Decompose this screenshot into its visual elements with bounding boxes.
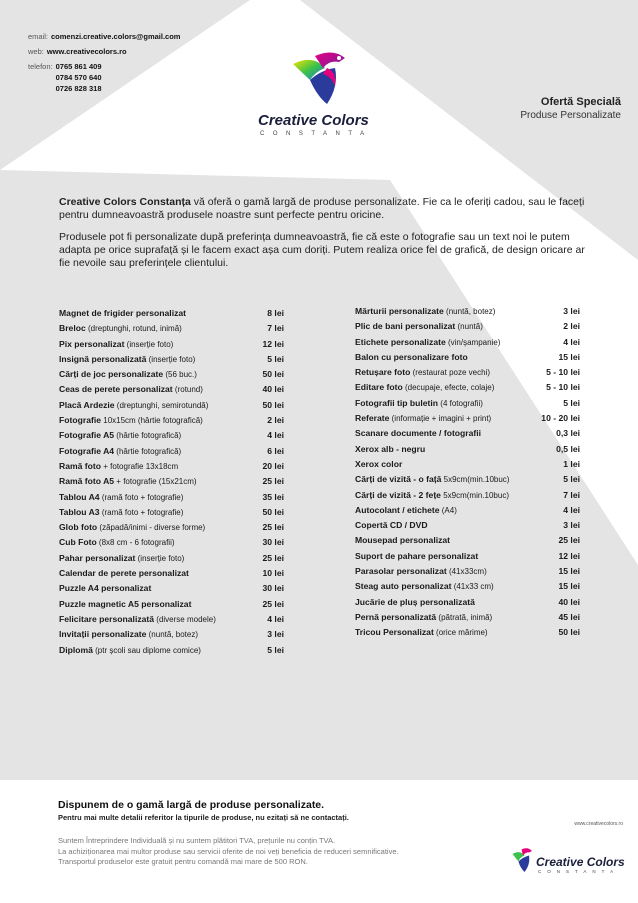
price-item [59, 415, 284, 430]
product-price: 10 - 20 lei [541, 413, 580, 424]
price-item [59, 339, 284, 354]
product-title: Fotografie A5 [59, 430, 115, 441]
product-price: 50 lei [262, 369, 284, 380]
product-detail: (ramă foto + fotografie) [99, 507, 184, 517]
product-price: 35 lei [262, 491, 284, 502]
product-title: Balon cu personalizare foto [355, 351, 468, 362]
product-title: Cărți de vizită - o față [355, 474, 442, 485]
price-item [59, 629, 284, 644]
footer-web-link[interactable]: www.creativecolors.ro [574, 821, 623, 827]
product-detail: (rotund) [172, 385, 203, 395]
product-detail: (dreptunghi, rotund, inimă) [85, 324, 182, 334]
product-price: 4 lei [267, 430, 284, 441]
price-item [355, 474, 580, 489]
product-name [355, 444, 556, 454]
product-detail: (pătrată, inimă) [436, 612, 493, 622]
product-detail: (hârtie fotografică) [114, 446, 182, 456]
product-title: Steag auto personalizat [355, 581, 452, 592]
product-price: 15 lei [558, 566, 580, 577]
product-title: Pernă personalizată [355, 611, 437, 622]
product-title: Pahar personalizat [59, 552, 136, 563]
price-item [355, 337, 580, 352]
product-title: Puzzle A4 personalizat [59, 583, 152, 594]
product-name [355, 535, 558, 545]
footer-note: Suntem Întreprindere Individuală și nu suntem plătitori TVA, prețurile nu conțin TVA. [58, 836, 336, 845]
product-name [59, 522, 262, 532]
phone-number[interactable]: 0765 861 409 [55, 62, 102, 71]
product-title: Parasolar personalizat [355, 566, 447, 577]
footer-note: La achiziționarea mai multor produse sau servicii oferite de noi veți beneficia de reduceri semnificative. [58, 846, 399, 856]
product-name [59, 461, 262, 471]
product-price: 2 lei [563, 321, 580, 332]
product-name [355, 597, 558, 607]
product-title: Fotografii tip buletin [355, 397, 439, 408]
price-item [355, 413, 580, 428]
product-title: Puzzle magnetic A5 personalizat [59, 598, 192, 609]
product-detail: 5x9cm(min.10buc) [440, 490, 509, 500]
price-item [355, 505, 580, 520]
product-name [59, 553, 262, 563]
phone-number[interactable]: 0726 828 318 [55, 84, 102, 93]
product-detail: (nuntă) [455, 322, 483, 332]
product-price: 7 lei [267, 323, 284, 334]
bird-logo-icon [508, 845, 538, 875]
product-price: 25 lei [262, 598, 284, 609]
product-name [59, 583, 262, 593]
price-item [59, 599, 284, 614]
product-price: 3 lei [563, 306, 580, 316]
intro-text [59, 196, 589, 279]
price-item [355, 581, 580, 596]
price-item [59, 308, 284, 323]
product-price: 5 lei [563, 397, 580, 408]
price-list-right [355, 306, 580, 643]
product-detail: (restaurat poze vechi) [410, 368, 490, 378]
product-name [355, 428, 556, 438]
product-detail: (diverse modele) [154, 614, 216, 624]
product-title: Felicitare personalizată [59, 613, 155, 624]
product-name [355, 566, 558, 576]
product-detail: (nuntă, botez) [443, 307, 496, 316]
product-title: Xerox color [355, 458, 403, 469]
offer-heading [520, 96, 621, 121]
product-detail: (dreptunghi, semirotundă) [114, 400, 209, 410]
product-price: 5 lei [267, 644, 284, 655]
product-name [355, 413, 541, 423]
product-price: 25 lei [558, 535, 580, 546]
price-item [59, 537, 284, 552]
product-price: 30 lei [262, 583, 284, 594]
product-price: 3 lei [267, 629, 284, 640]
product-name [355, 551, 558, 561]
product-detail: (56 buc.) [163, 370, 197, 380]
offer-subtitle: Produse Personalizate [520, 110, 621, 121]
product-price: 50 lei [262, 506, 284, 517]
footer-brand-name: Creative Colors [536, 855, 625, 869]
product-detail: (inserție foto) [146, 354, 196, 364]
product-name [59, 614, 267, 624]
product-title: Mărturii personalizate [355, 306, 444, 316]
product-detail: (ramă foto + fotografie) [99, 492, 184, 502]
product-detail: (8x8 cm - 6 fotografii) [96, 538, 175, 548]
product-price: 25 lei [262, 522, 284, 533]
product-title: Editare foto [355, 382, 403, 393]
product-title: Plic de bani personalizat [355, 321, 456, 332]
product-name [355, 490, 563, 500]
product-title: Fotografie [59, 415, 102, 426]
product-price: 6 lei [267, 445, 284, 456]
price-item [355, 444, 580, 459]
product-detail: 10x15cm (hârtie fotografică) [101, 416, 203, 426]
intro-paragraph-1: vă oferă o gamă largă de produse personalizate. Fie ca le oferiți cadou, sau le faceți pentru dumneavoastră produsele noastre sunt perfecte pentru oricine. [59, 196, 585, 221]
product-detail: (4 fotografii) [438, 398, 483, 408]
footer-brand-city: CONSTANTA [538, 869, 620, 874]
product-detail: (A4) [439, 505, 457, 515]
product-price: 5 - 10 lei [546, 367, 580, 378]
product-name [59, 599, 262, 609]
price-item [355, 597, 580, 612]
footer-notes [58, 836, 508, 868]
product-price: 25 lei [262, 552, 284, 563]
product-name [355, 459, 563, 469]
product-detail: (41x33 cm) [451, 582, 494, 592]
product-name [59, 323, 267, 333]
product-name [59, 400, 262, 410]
product-title: Referate [355, 413, 390, 424]
product-name [355, 367, 546, 377]
price-item [355, 382, 580, 397]
price-item [59, 553, 284, 568]
product-name [59, 339, 262, 349]
product-detail: + fotografie (15x21cm) [114, 477, 197, 487]
product-detail: (hârtie fotografică) [114, 431, 182, 441]
price-item [355, 520, 580, 535]
contact-block [28, 31, 180, 94]
product-title: Tablou A3 [59, 506, 100, 517]
price-item [59, 354, 284, 369]
product-title: Etichete personalizate [355, 336, 446, 347]
price-item [59, 384, 284, 399]
product-name [59, 354, 267, 364]
price-item [59, 446, 284, 461]
intro-company: Creative Colors Constanța [59, 196, 191, 208]
footer-logo [508, 821, 625, 887]
product-name [355, 337, 563, 347]
product-title: Jucărie de pluș personalizată [355, 596, 475, 607]
product-title: Copertă CD / DVD [355, 520, 428, 531]
product-name [59, 507, 262, 517]
product-price: 7 lei [563, 489, 580, 500]
product-name [355, 627, 558, 637]
product-price: 12 lei [558, 550, 580, 561]
product-price: 25 lei [262, 476, 284, 487]
price-item [59, 583, 284, 598]
product-title: Insignă personalizată [59, 353, 147, 364]
product-price: 1 lei [563, 458, 580, 469]
product-title: Cub Foto [59, 537, 97, 548]
email-link[interactable]: comenzi.creative.colors@gmail.com [51, 32, 181, 41]
price-item [355, 306, 580, 321]
product-name [355, 306, 563, 316]
product-detail: (ptr școli sau diplome comice) [92, 645, 201, 655]
price-item [355, 627, 580, 642]
price-item [59, 614, 284, 629]
product-price: 12 lei [262, 338, 284, 349]
product-detail: (decupaje, efecte, colaje) [402, 383, 495, 393]
product-price: 45 lei [558, 611, 580, 622]
product-title: Cărți de joc personalizate [59, 369, 164, 380]
footer-heading: Dispunem de o gamă largă de produse personalizate. [58, 799, 325, 811]
product-name [355, 352, 558, 362]
product-title: Fotografie A4 [59, 445, 115, 456]
price-item [355, 321, 580, 336]
web-link[interactable]: www.creativecolors.ro [46, 47, 127, 56]
footer [58, 799, 508, 868]
product-title: Calendar de perete personalizat [59, 568, 189, 579]
price-item [59, 507, 284, 522]
product-title: Xerox alb - negru [355, 443, 426, 454]
price-item [59, 645, 284, 660]
product-price: 40 lei [558, 596, 580, 607]
footer-note: Transportul produselor este gratuit pentru comandă mai mare de 500 RON. [58, 857, 308, 866]
product-title: Cărți de vizită - 2 fețe [355, 489, 441, 500]
product-price: 15 lei [558, 581, 580, 592]
email-label: email: [28, 32, 49, 41]
web-label: web: [28, 47, 44, 56]
footer-subheading: Pentru mai multe detalii referitor la tipurile de produse, nu ezitați să ne contactați. [58, 813, 349, 822]
product-title: Ramă foto A5 [59, 476, 115, 487]
product-name [355, 581, 558, 591]
price-item [355, 459, 580, 474]
product-price: 4 lei [563, 336, 580, 347]
product-name [59, 629, 267, 639]
price-item [355, 566, 580, 581]
product-name [355, 474, 563, 484]
product-name [59, 415, 267, 425]
product-detail: + fotografie 13x18cm [101, 461, 179, 471]
price-item [59, 476, 284, 491]
product-name [59, 568, 262, 578]
price-item [59, 492, 284, 507]
product-name [355, 382, 546, 392]
product-title: Invitații personalizate [59, 629, 147, 640]
product-title: Placă Ardezie [59, 399, 115, 410]
product-name [59, 430, 267, 440]
product-detail: (orice mărime) [433, 628, 488, 638]
price-item [59, 522, 284, 537]
product-title: Magnet de frigider personalizat [59, 308, 187, 318]
product-name [59, 537, 262, 547]
product-price: 30 lei [262, 537, 284, 548]
product-detail: (nuntă, botez) [146, 630, 198, 640]
price-item [59, 400, 284, 415]
product-price: 5 lei [267, 353, 284, 364]
price-item [355, 352, 580, 367]
product-title: Ramă foto [59, 460, 102, 471]
product-price: 4 lei [267, 613, 284, 624]
price-item [59, 323, 284, 338]
product-price: 10 lei [262, 568, 284, 579]
product-name [59, 384, 262, 394]
product-price: 50 lei [262, 399, 284, 410]
product-name [355, 505, 563, 515]
product-detail: (inserție foto) [124, 339, 174, 349]
product-detail: (zăpadă/inimi - diverse forme) [97, 523, 206, 533]
product-name [59, 369, 262, 379]
product-name [355, 612, 558, 622]
product-name [59, 446, 267, 456]
price-item [355, 428, 580, 443]
product-name [355, 520, 563, 530]
product-price: 4 lei [563, 504, 580, 515]
price-list-left [59, 308, 284, 660]
product-title: Retușare foto [355, 367, 411, 378]
product-price: 15 lei [558, 351, 580, 362]
product-price: 5 lei [563, 474, 580, 485]
price-item [355, 398, 580, 413]
product-detail: (vin/șampanie) [445, 337, 501, 347]
product-name [59, 645, 267, 655]
product-price: 0,5 lei [556, 443, 580, 454]
product-price: 20 lei [262, 460, 284, 471]
product-title: Ceas de perete personalizat [59, 384, 173, 395]
product-title: Pix personalizat [59, 338, 125, 349]
product-name [355, 321, 563, 331]
price-item [59, 568, 284, 583]
product-title: Tablou A4 [59, 491, 100, 502]
product-price: 0,3 lei [556, 428, 580, 439]
bird-logo-icon [255, 46, 395, 116]
price-item [59, 461, 284, 476]
product-detail: (inserție foto) [135, 553, 185, 563]
offer-title: Ofertă Specială [540, 96, 621, 108]
intro-paragraph-2: Produsele pot fi personalizate după preferința dumneavoastră, fie că este o fotografie sau un text noi le putem adapta pe orice suprafață și le facem exact așa cum doriți. Putem realiza orice fel de grafică, de design oricare ar fie nevoile sau preferințele clientului. [59, 231, 585, 269]
product-title: Tricou Personalizat [355, 627, 434, 638]
product-price: 2 lei [267, 415, 284, 426]
product-price: 3 lei [563, 520, 580, 531]
price-item [355, 551, 580, 566]
product-name [59, 476, 262, 486]
price-item [355, 490, 580, 505]
product-detail: (informație + imagini + print) [389, 414, 492, 424]
product-price: 8 lei [267, 308, 284, 318]
price-item [59, 369, 284, 384]
phone-label: telefon: [28, 62, 53, 71]
product-detail: (41x33cm) [446, 567, 487, 577]
product-title: Breloc [59, 323, 86, 334]
price-item [355, 367, 580, 382]
product-title: Suport de pahare personalizat [355, 550, 479, 561]
product-title: Scanare documente / fotografii [355, 428, 482, 439]
price-item [355, 612, 580, 627]
product-price: 50 lei [558, 627, 580, 638]
price-item [59, 430, 284, 445]
product-title: Autocolant / etichete [355, 504, 440, 515]
phone-number[interactable]: 0784 570 640 [55, 73, 102, 82]
product-name [59, 492, 262, 502]
product-name [355, 398, 563, 408]
product-price: 40 lei [262, 384, 284, 395]
product-title: Diplomă [59, 644, 93, 655]
product-name [59, 308, 267, 318]
product-price: 5 - 10 lei [546, 382, 580, 393]
price-item [355, 535, 580, 550]
brand-name: Creative Colors [258, 112, 369, 129]
product-title: Glob foto [59, 522, 98, 533]
product-title: Mousepad personalizat [355, 535, 451, 546]
brand-city: CONSTANTA [260, 131, 373, 137]
product-detail: 5x9cm(min.10buc) [441, 475, 510, 485]
